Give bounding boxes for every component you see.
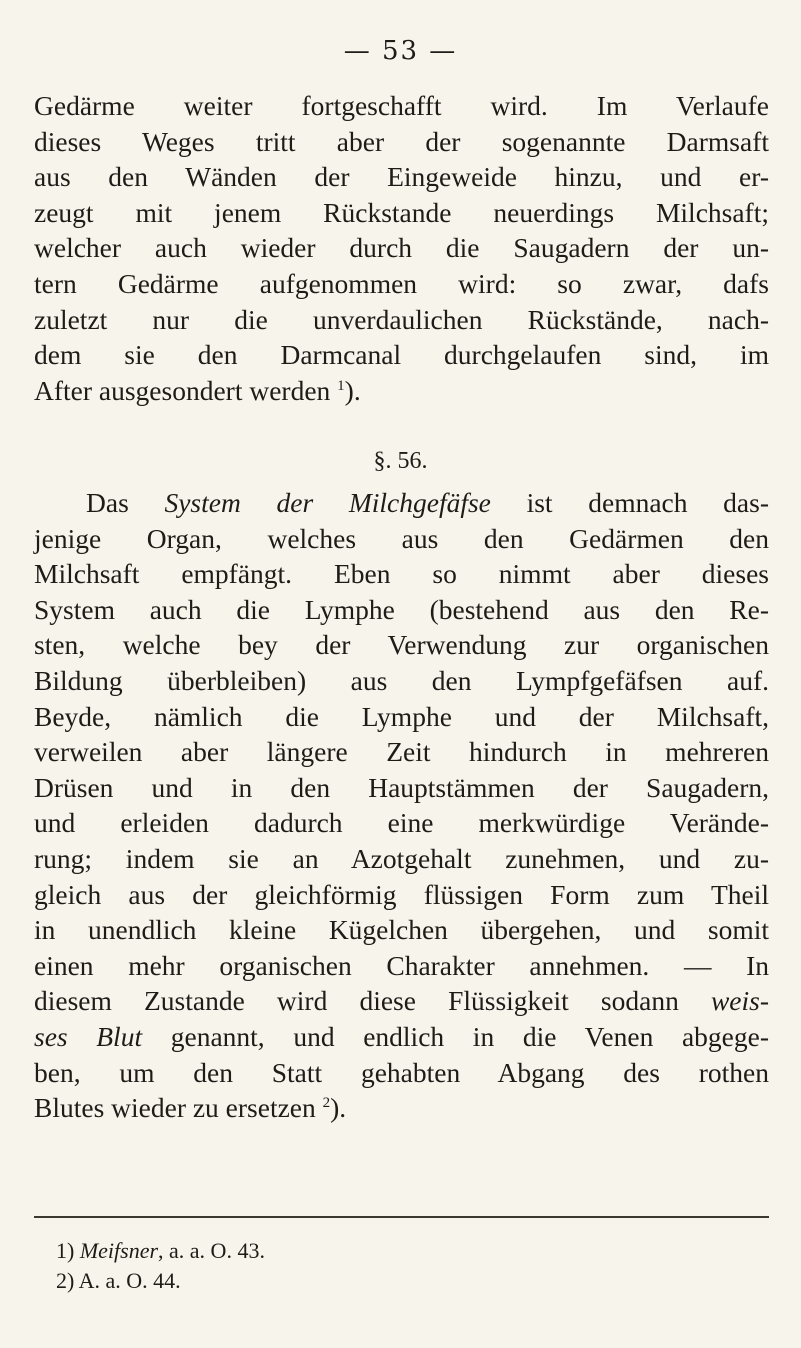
emphasis-text: System der Milchgefäfse <box>164 487 491 518</box>
paragraph-2 <box>34 485 769 1126</box>
footnotes <box>56 1236 265 1296</box>
text-line <box>34 1019 769 1055</box>
text-line: welcher auch wieder durch die Saugadern der un- <box>34 232 769 264</box>
section-heading: §. 56. <box>373 448 428 474</box>
text-line: Gedärme weiter fortgeschafft wird. Im Verlaufe <box>34 90 769 121</box>
paragraph-1 <box>34 88 769 408</box>
text-run: Blutes wieder zu ersetzen <box>34 1092 323 1124</box>
footnote-close: ). <box>344 374 361 406</box>
footnote-mark: 2) <box>56 1268 79 1293</box>
text-line: jenige Organ, welches aus den Gedärmen den <box>34 522 769 554</box>
text-line: zeugt mit jenem Rückstande neuerdings Milchsaft; <box>34 196 769 228</box>
text-line <box>34 1090 769 1126</box>
text-line: ben, um den Statt gehabten Abgang des rothen <box>34 1056 769 1088</box>
text-line: und erleiden dadurch eine merkwürdige Verände- <box>34 807 769 839</box>
footnote-2 <box>56 1266 265 1296</box>
text-line: gleich aus der gleichförmig flüssigen Form zum Theil <box>34 878 769 910</box>
text-line: rung; indem sie an Azotgehalt zunehmen, und zu- <box>34 842 769 874</box>
footnote-1 <box>56 1236 265 1266</box>
text-line <box>34 485 769 521</box>
footnote-reference-1[interactable]: 1 <box>337 377 345 394</box>
text-line: zuletzt nur die unverdaulichen Rückstände, nach- <box>34 303 769 335</box>
emphasis-text: ses Blut <box>34 1020 143 1052</box>
emphasis-text: weis- <box>710 985 769 1017</box>
text-line: aus den Wänden der Eingeweide hinzu, und er- <box>34 161 769 193</box>
footnote-divider <box>34 1216 769 1218</box>
text-line: System auch die Lymphe (bestehend aus den Re- <box>34 593 769 625</box>
text-line: dieses Weges tritt aber der sogenannte Darmsaft <box>34 125 769 157</box>
text-run: genannt, und endlich in die Venen abgege- <box>142 1020 769 1052</box>
text-line: tern Gedärme aufgenommen wird: so zwar, dafs <box>34 267 769 299</box>
text-run: ist demnach das- <box>490 487 769 518</box>
text-line: einen mehr organischen Charakter annehmen. — In <box>34 949 769 981</box>
page-number: — 53 — <box>343 36 458 66</box>
footnote-close: ). <box>330 1092 347 1124</box>
text-line: Milchsaft empfängt. Eben so nimmt aber dieses <box>34 558 769 590</box>
text-line <box>34 983 769 1019</box>
text-line: Bildung überbleiben) aus den Lympfgefäfsen auf. <box>34 664 769 696</box>
text-line: dem sie den Darmcanal durchgelaufen sind, im <box>34 339 769 371</box>
text-line: Beyde, nämlich die Lymphe und der Milchsaft, <box>34 700 769 732</box>
text-line: Drüsen und in den Hauptstämmen der Saugadern, <box>34 771 769 803</box>
footnote-ref: A. a. O. 44. <box>78 1268 181 1293</box>
text-line: in unendlich kleine Kügelchen übergehen, und somit <box>34 914 769 946</box>
text-run: Das <box>86 487 165 518</box>
footnote-reference-2[interactable]: 2 <box>322 1095 331 1112</box>
footnote-author: Meifsner <box>79 1238 159 1263</box>
footnote-ref: , a. a. O. 43. <box>158 1238 265 1263</box>
footnote-mark: 1) <box>56 1238 80 1263</box>
text-run: After ausgesondert werden <box>34 374 338 406</box>
text-line: verweilen aber längere Zeit hindurch in mehreren <box>34 736 769 768</box>
text-run: diesem Zustande wird diese Flüssigkeit sodann <box>34 985 711 1017</box>
text-line: sten, welche bey der Verwendung zur organischen <box>34 629 769 661</box>
text-line <box>34 373 769 409</box>
